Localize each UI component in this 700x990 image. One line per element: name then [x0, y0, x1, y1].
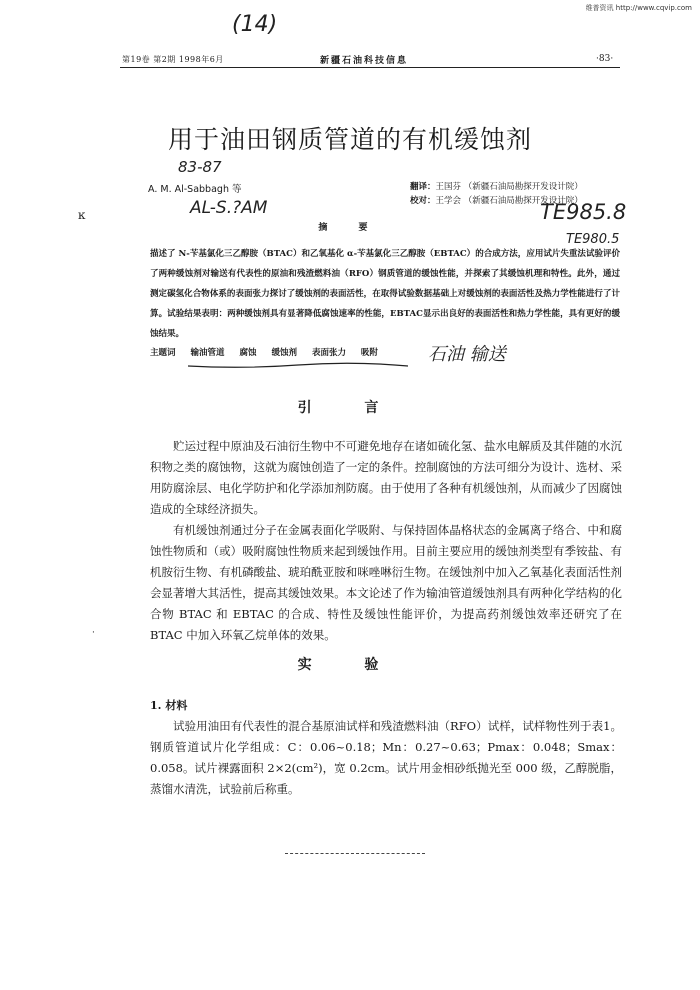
subsection-heading-materials: 1. 材料 — [150, 699, 188, 712]
proofreader-label: 校对： — [410, 196, 436, 206]
translator-org: （新疆石油局勘探开发设计院） — [463, 182, 583, 192]
intro-paragraph-1: 贮运过程中原油及石油衍生物中不可避免地存在诸如硫化氢、盐水电解质及其伴随的水沉积物之类的腐蚀物，这就为腐蚀创造了一定的条件。控制腐蚀的方法可细分为设计、选材、采用防腐涂层、电化学防护和化学添加剂防腐。由于使用了各种有机缓蚀剂，从而减少了因腐蚀造成的全球经济损失。 — [150, 439, 622, 516]
keyword-item: 腐蚀 — [239, 348, 257, 358]
abstract-text: 描述了 N-苄基氯化三乙醇胺（BTAC）和乙氧基化 α-苄基氯化三乙醇胺（EBTAC）的合成方法，应用试片失重法试验评价了两种缓蚀剂对输送有代表性的原油和残渣燃料油（RFO）钢质管道的缓蚀性能，并探索了其缓蚀机理和特性。此外，通过测定碳氢化合物体系的表面张力探讨了缓蚀剂的表面活性，在取得试验数据基础上对缓蚀剂的表面活性及热力学性能进行了计算。试验结果表明：两种缓蚀剂具有显著降低腐蚀速率的性能，EBTAC显示出良好的表面活性和热力学性能，具有更好的缓蚀结果。 — [150, 249, 620, 339]
materials-paragraph: 试验用油田有代表性的混合基原油试样和残渣燃料油（RFO）试样，试样物性列于表1。钢质管道试片化学组成：C：0.06~0.18；Mn：0.27~0.63；Pmax：0.048；Smax：0.058。试片裸露面积 2×2(cm²)，宽 0.2cm。试片用金相砂纸抛光至 000 级，乙醇脱脂，蒸馏水清洗，试验前后称重。 — [150, 719, 622, 796]
keyword-item: 吸附 — [360, 348, 378, 358]
handwritten-pages: 83-87 — [178, 158, 222, 176]
proofreader-org: （新疆石油局勘探开发设计院） — [463, 196, 583, 206]
translator-line — [410, 180, 583, 194]
keyword-item: 输油管道 — [190, 348, 225, 358]
handwritten-classification-1: TE985.8 — [540, 200, 627, 224]
keywords-handwritten-underline — [188, 362, 408, 370]
keywords-label: 主题词 — [150, 348, 176, 358]
handwritten-author-note: AL-S.?AM — [190, 198, 268, 218]
footer-rule — [285, 853, 425, 854]
journal-issue: 第19卷 第2期 1998年6月 — [122, 55, 224, 64]
abstract-heading: 摘 要 — [318, 223, 382, 233]
intro-paragraph-2: 有机缓蚀剂通过分子在金属表面化学吸附、与保持固体晶格状态的金属离子络合、中和腐蚀性物质和（或）吸附腐蚀性物质来起到缓蚀作用。目前主要应用的缓蚀剂类型有季铵盐、有机胺衍生物、有机磷酸盐、琥珀酰亚胺和咪唑啉衍生物。在缓蚀剂中加入乙氧基化表面活性剂会显著增大其活性，提高其缓蚀效果。本文论述了作为输油管道缓蚀剂具有两种化学结构的化合物 BTAC 和 EBTAC 的合成、特性及缓蚀性能评价，为提高药剂缓蚀效率还研究了在 BTAC 中加入环氧乙烷单体的效果。 — [150, 523, 622, 642]
handwritten-keywords-note: 石油 输送 — [428, 344, 506, 365]
keywords-line — [150, 346, 390, 358]
handwritten-classification-2: TE980.5 — [566, 232, 620, 247]
header-rule — [120, 67, 620, 68]
intro-body — [150, 436, 622, 646]
keyword-item: 表面张力 — [311, 348, 346, 358]
translator-label: 翻译： — [410, 182, 436, 192]
journal-name: 新疆石油科技信息 — [320, 56, 409, 66]
margin-mark: ĸ — [78, 208, 86, 222]
handwritten-top-mark: (14) — [232, 12, 278, 37]
author: A. M. Al-Sabbagh 等 — [148, 184, 242, 195]
section-heading-experiment: 实 验 — [297, 657, 403, 673]
margin-mark: · — [92, 628, 95, 638]
proofreader-name: 王学会 — [435, 196, 462, 206]
page-number: ·83· — [596, 54, 614, 64]
page-title: 用于油田钢质管道的有机缓蚀剂 — [167, 125, 532, 154]
source-watermark: 维普资讯 http://www.cqvip.com — [585, 4, 692, 12]
keyword-item: 缓蚀剂 — [271, 348, 297, 358]
materials-body — [150, 716, 622, 800]
section-heading-intro: 引 言 — [297, 400, 403, 416]
translator-name: 王国芬 — [435, 182, 462, 192]
